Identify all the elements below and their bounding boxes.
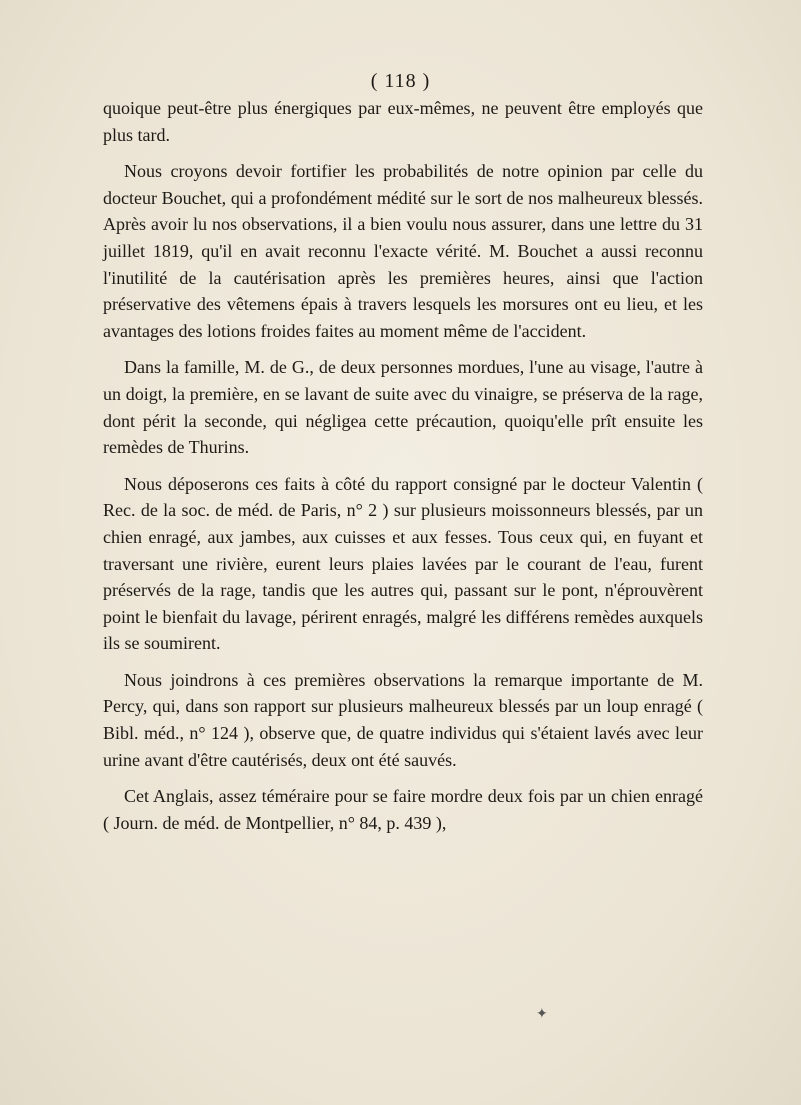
paragraph-3: Dans la famille, M. de G., de deux personnes mordues, l'une au visage, l'autre à un doigt, la première, en se lavant de suite avec du vinaigre, se préserva de la rage, dont périt la seconde, qui négligea cette précaution, quoiqu'elle prît ensuite les remèdes de Thurins.: [103, 357, 703, 458]
paragraph-1: quoique peut-être plus énergiques par eux-mêmes, ne peuvent être employés que plus tard.: [103, 98, 703, 145]
body-text: [103, 95, 703, 836]
paragraph-2: Nous croyons devoir fortifier les probabilités de notre opinion par celle du docteur Bouchet, qui a profondément médité sur le sort de nos malheureux blessés. Après avoir lu nos observations, il a bien voulu nous assurer, dans une lettre du 31 juillet 1819, qu'il en avait reconnu l'exacte vérité. M. Bouchet a aussi reconnu l'inutilité de la cautérisation après les premières heures, ainsi que l'action préservative des vêtemens épais à travers lesquels les morsures ont eu lieu, et les avantages des lotions froides faites au moment même de l'accident.: [103, 161, 703, 341]
paragraph-5: Nous joindrons à ces premières observations la remarque importante de M. Percy, qui, dans son rapport sur plusieurs malheureux blessés par un loup enragé ( Bibl. méd., n° 124 ), observe que, de quatre individus qui s'étaient lavés avec leur urine avant d'être cautérisés, deux ont été sauvés.: [103, 669, 703, 770]
paragraph-4: Nous déposerons ces faits à côté du rapport consigné par le docteur Valentin ( Rec. de la soc. de méd. de Paris, n° 2 ) sur plusieurs moissonneurs blessés, par un chien enragé, aux jambes, aux cuisses et aux fesses. Tous ceux qui, en fuyant et traversant une rivière, eurent leurs plaies lavées par le courant de l'eau, furent préservés de la rage, tandis que les autres qui, passant sur le pont, n'éprouvèrent point le bienfait du lavage, périrent enragés, malgré les différens remèdes auxquels ils se soumirent.: [103, 473, 703, 654]
ink-mark-icon: ✦: [536, 1006, 548, 1022]
page-number: ( 118 ): [370, 70, 431, 92]
paragraph-6: Cet Anglais, assez téméraire pour se faire mordre deux fois par un chien enragé ( Journ. de méd. de Montpellier, n° 84, p. 439 ),: [103, 786, 703, 833]
